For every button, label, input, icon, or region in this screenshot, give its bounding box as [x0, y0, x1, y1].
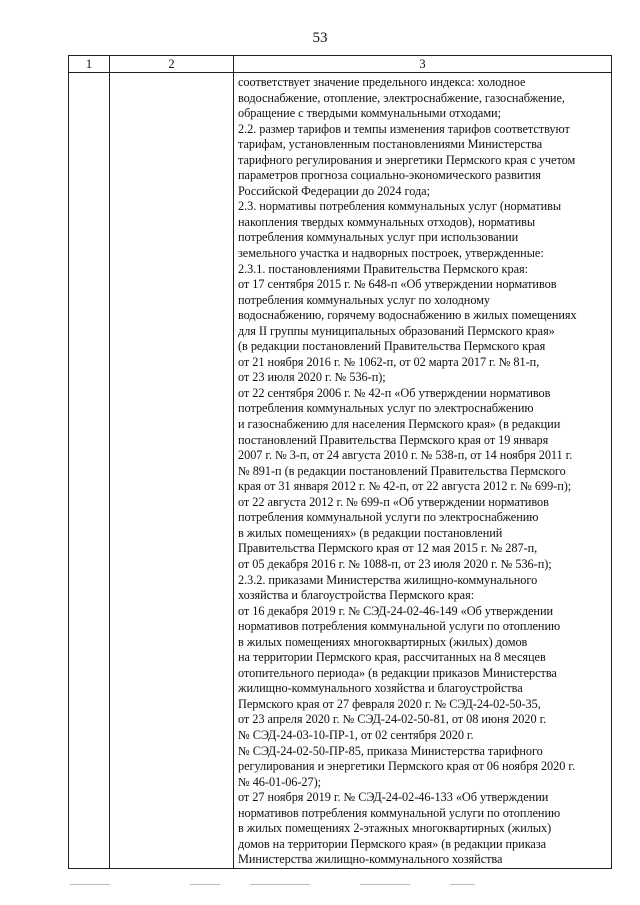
cell-col-1	[69, 73, 110, 869]
scan-mark	[360, 884, 410, 885]
text-line: № СЭД-24-03-10-ПР-1, от 02 сентября 2020 г.	[238, 727, 474, 742]
text-line: от 16 декабря 2019 г. № СЭД-24-02-46-149 «Об утверждении	[238, 603, 554, 618]
text-line: 2.3.2. приказами Министерства жилищно-коммунального	[238, 572, 538, 587]
text-line: 2.3.1. постановлениями Правительства Пермского края:	[238, 261, 528, 276]
page-number: 53	[312, 30, 328, 46]
text-line: № СЭД-24-02-50-ПР-85, приказа Министерства тарифного	[238, 743, 543, 758]
text-line: домов на территории Пермского края» (в редакции приказа	[238, 836, 547, 851]
text-line: тарифного регулирования и энергетики Пермского края с учетом	[238, 152, 576, 167]
text-line: (в редакции постановлений Правительства Пермского края	[238, 339, 546, 354]
text-line: обращение с твердыми коммунальными отходами;	[238, 106, 501, 121]
text-line: отопительного периода» (в редакции приказов Министерства	[238, 665, 557, 680]
document-table	[68, 55, 612, 869]
text-line: 2.3. нормативы потребления коммунальных услуг (нормативы	[238, 199, 562, 214]
text-line: регулирования и энергетики Пермского края от 06 ноября 2020 г.	[238, 759, 576, 774]
text-line: 2.2. размер тарифов и темпы изменения тарифов соответствуют	[238, 121, 570, 136]
text-line: Российской Федерации до 2024 года;	[238, 183, 430, 198]
text-line: нормативов потребления коммунальной услуги по отоплению	[238, 805, 561, 820]
text-line: потребления коммунальной услуги по электроснабжению	[238, 510, 539, 525]
text-line: в жилых помещениях» (в редакции постановлений	[238, 525, 503, 540]
text-line: в жилых помещениях 2-этажных многоквартирных (жилых)	[238, 821, 552, 836]
text-line: от 05 декабря 2016 г. № 1088-п, от 23 июля 2020 г. № 536-п);	[238, 556, 552, 571]
text-line: Министерства жилищно-коммунального хозяйства	[238, 852, 503, 867]
text-line: земельного участка и надворных построек, утвержденные:	[238, 246, 544, 261]
text-line: № 891-п (в редакции постановлений Правительства Пермского	[238, 463, 566, 478]
table-row	[69, 73, 612, 869]
text-line: края от 31 января 2012 г. № 42-п, от 22 августа 2012 г. № 699-п);	[238, 479, 572, 494]
header-col-3: 3	[234, 56, 612, 73]
text-line: параметров прогноза социально-экономического развития	[238, 168, 541, 183]
text-line: водоснабжение, отопление, электроснабжение, газоснабжение,	[238, 90, 565, 105]
text-line: от 21 ноября 2016 г. № 1062-п, от 02 марта 2017 г. № 81-п,	[238, 354, 540, 369]
text-line: и газоснабжению для населения Пермского края» (в редакции	[238, 417, 561, 432]
text-line: от 22 августа 2012 г. № 699-п «Об утверждении нормативов	[238, 494, 549, 509]
table-header-row	[69, 56, 612, 73]
text-line: в жилых помещениях многоквартирных (жилых) домов	[238, 634, 528, 649]
text-line: соответствует значение предельного индекса: холодное	[238, 75, 526, 89]
text-line: постановлений Правительства Пермского края от 19 января	[238, 432, 549, 447]
text-line: от 27 ноября 2019 г. № СЭД-24-02-46-133 «Об утверждении	[238, 790, 549, 805]
text-line: потребления коммунальных услуг по холодному	[238, 292, 491, 307]
text-line: нормативов потребления коммунальной услуги по отоплению	[238, 619, 561, 634]
text-line: от 17 сентября 2015 г. № 648-п «Об утверждении нормативов	[238, 277, 557, 292]
text-line: на территории Пермского края, рассчитанных на 8 месяцев	[238, 650, 546, 665]
text-line: тарифам, установленным постановлениями Министерства	[238, 137, 543, 152]
text-line: Правительства Пермского края от 12 мая 2015 г. № 287-п,	[238, 541, 538, 556]
scan-mark	[450, 884, 475, 885]
text-line: от 23 июля 2020 г. № 536-п);	[238, 370, 386, 385]
cell-col-3	[234, 73, 612, 869]
text-line: 2007 г. № 3-п, от 24 августа 2010 г. № 538-п, от 14 ноября 2011 г.	[238, 448, 573, 463]
scan-mark	[70, 884, 110, 885]
text-line: от 22 сентября 2006 г. № 42-п «Об утверждении нормативов	[238, 385, 551, 400]
text-line: для II группы муниципальных образований Пермского края»	[238, 323, 555, 338]
scan-footer-marks	[0, 880, 640, 890]
text-line: потребления коммунальных услуг по электроснабжению	[238, 401, 534, 416]
text-line: потребления коммунальных услуг при использовании	[238, 230, 519, 245]
scan-mark	[250, 884, 310, 885]
scan-mark	[190, 884, 220, 885]
text-line: хозяйства и благоустройства Пермского края:	[238, 588, 475, 603]
header-col-1: 1	[69, 56, 110, 73]
text-line: Пермского края от 27 февраля 2020 г. № СЭД-24-02-50-35,	[238, 696, 541, 711]
text-line: накопления твердых коммунальных отходов), нормативы	[238, 214, 536, 229]
cell-col-2	[110, 73, 234, 869]
text-line: от 23 апреля 2020 г. № СЭД-24-02-50-81, от 08 июня 2020 г.	[238, 712, 547, 727]
header-col-2: 2	[110, 56, 234, 73]
text-line: водоснабжению, горячему водоснабжению в жилых помещениях	[238, 308, 577, 323]
text-line: № 46-01-06-27);	[238, 774, 322, 789]
text-line: жилищно-коммунального хозяйства и благоустройства	[238, 681, 523, 696]
